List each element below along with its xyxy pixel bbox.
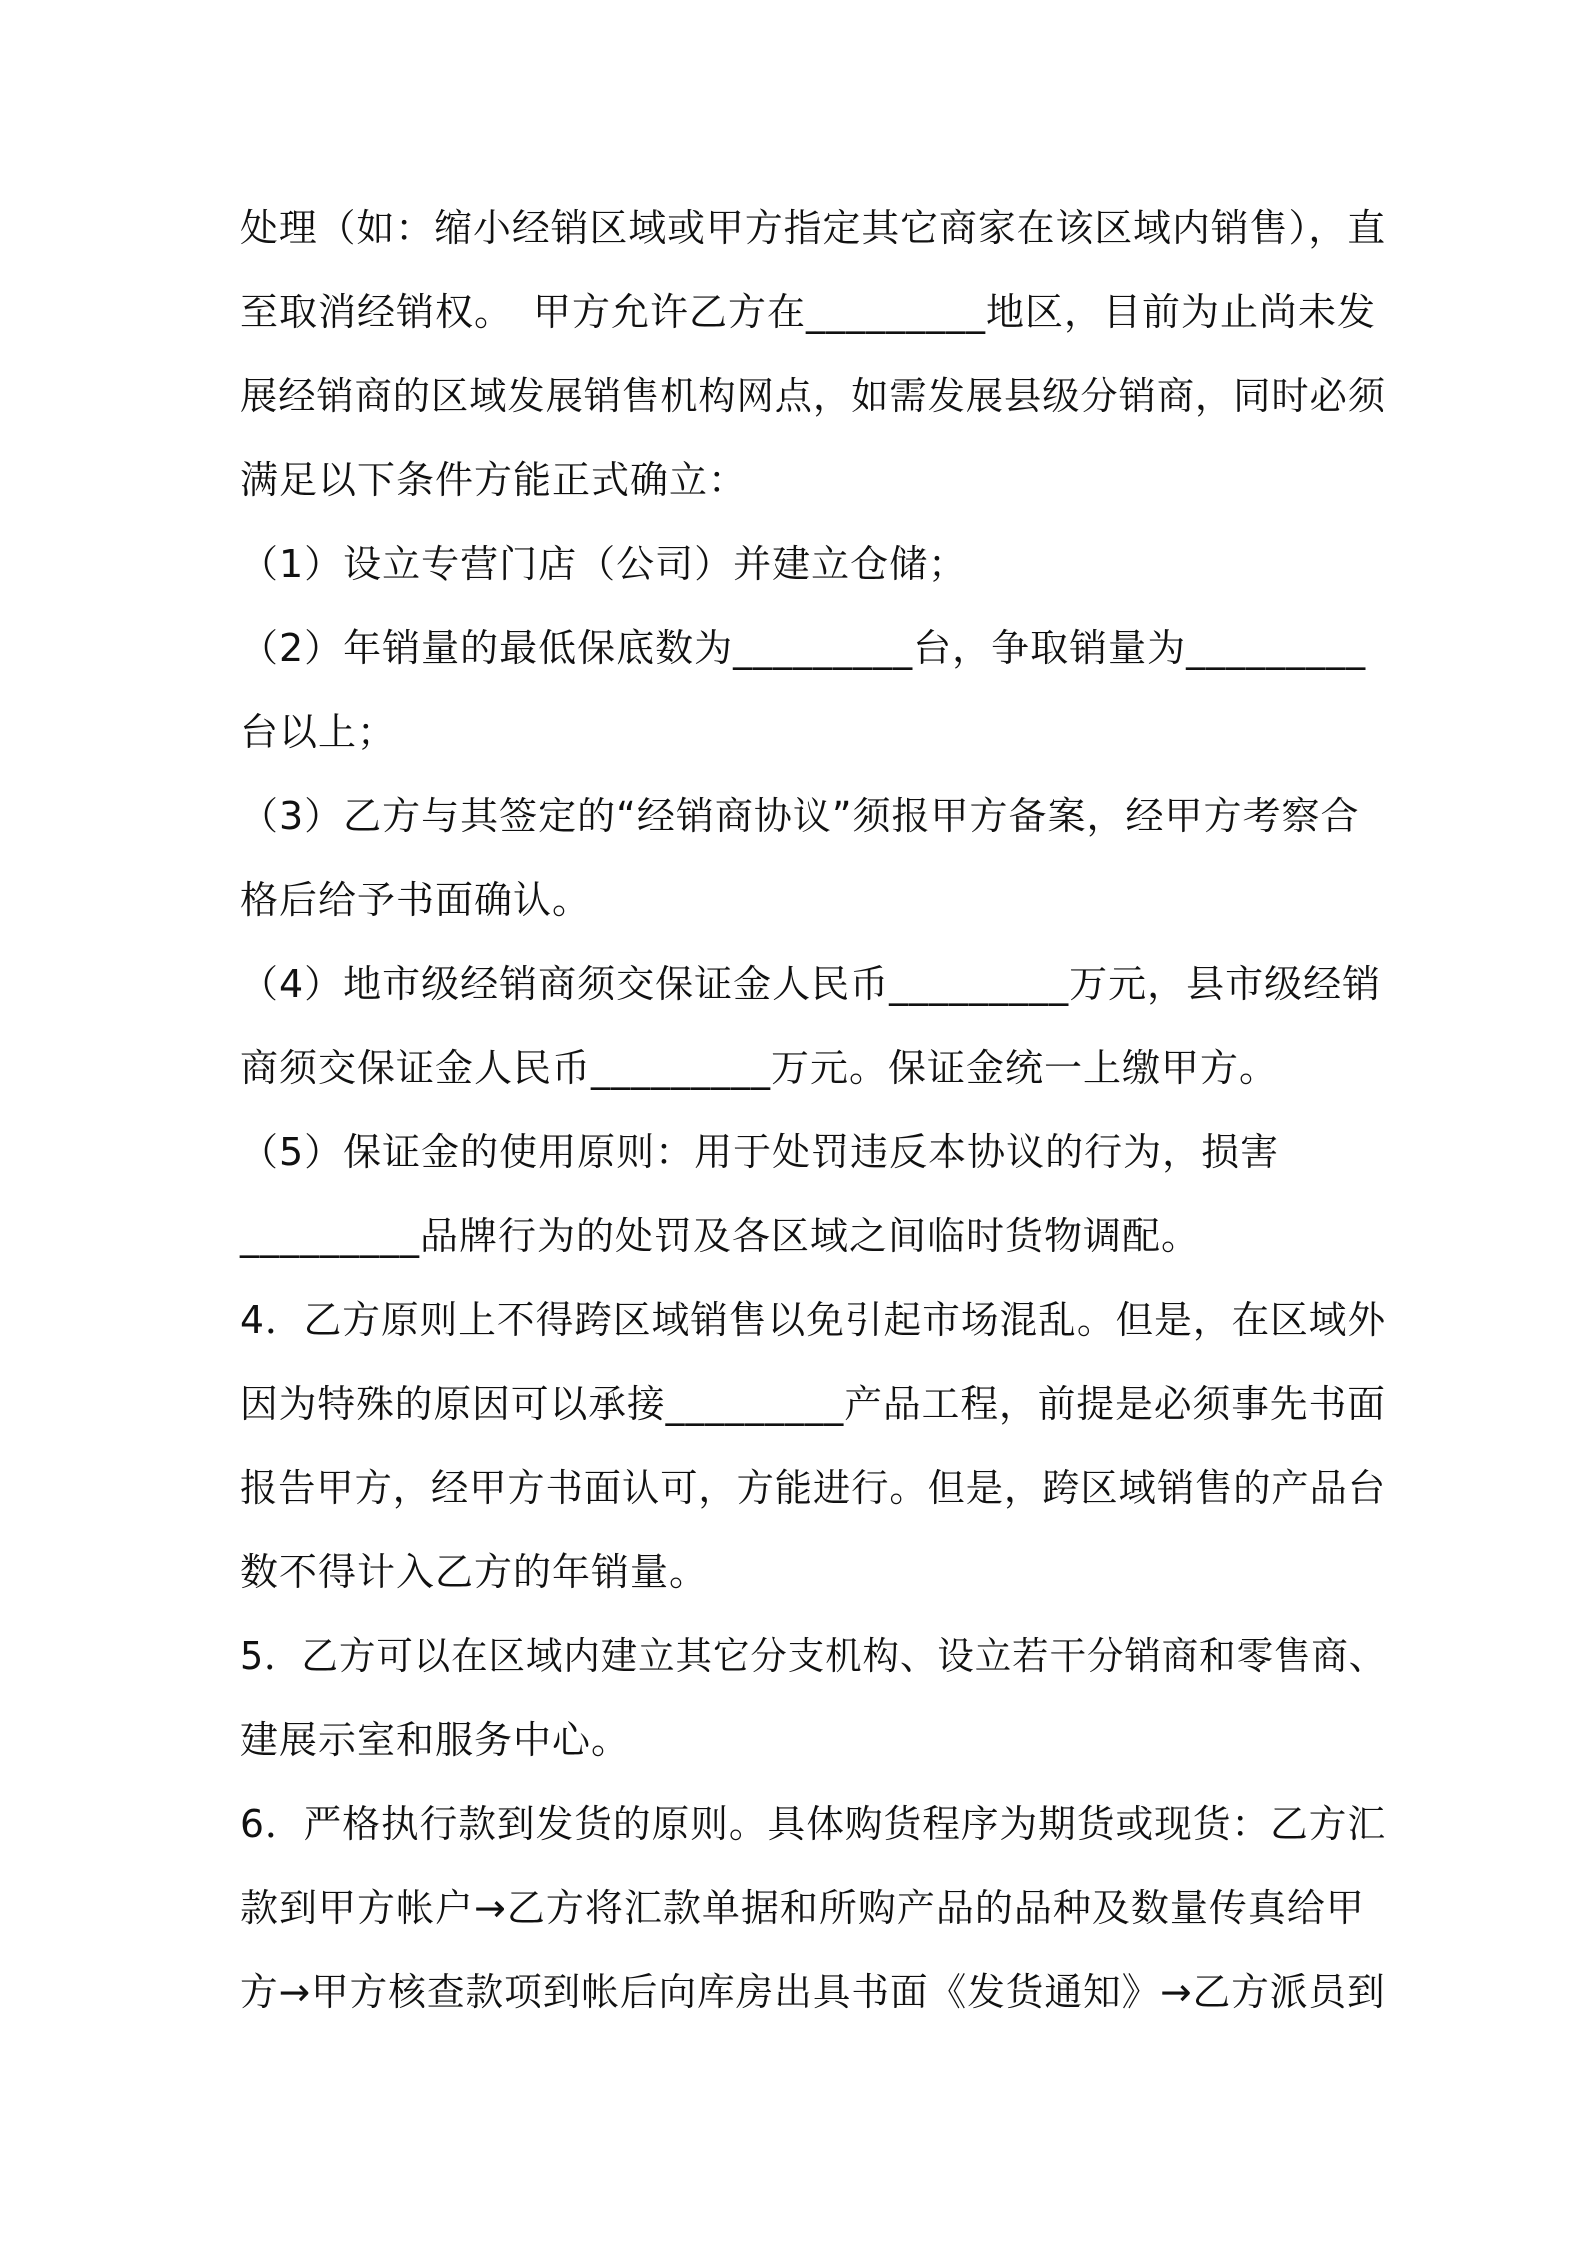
text-line-15: 因为特殊的原因可以承接_________产品工程，前提是必须事先书面: [240, 1382, 1387, 1426]
text-line-11: 商须交保证金人民币_________万元。保证金统一上缴甲方。: [240, 1046, 1279, 1090]
text-line-8: （3）乙方与其签定的“经销商协议”须报甲方备案，经甲方考察合: [240, 794, 1360, 838]
text-line-2: 至取消经销权。 甲方允许乙方在_________地区，目前为止尚未发: [240, 290, 1377, 334]
text-line-6: （2）年销量的最低保底数为_________台，争取销量为_________: [240, 626, 1367, 670]
text-line-21: 款到甲方帐户→乙方将汇款单据和所购产品的品种及数量传真给甲: [240, 1886, 1365, 1930]
text-line-9: 格后给予书面确认。: [240, 878, 592, 922]
text-line-20: 6．严格执行款到发货的原则。具体购货程序为期货或现货：乙方汇: [240, 1802, 1387, 1846]
text-line-1: 处理（如：缩小经销区域或甲方指定其它商家在该区域内销售），直: [240, 206, 1387, 250]
text-line-5: （1）设立专营门店（公司）并建立仓储；: [240, 542, 968, 586]
text-line-10: （4）地市级经销商须交保证金人民币_________万元，县市级经销: [240, 962, 1382, 1006]
text-line-4: 满足以下条件方能正式确立：: [240, 458, 748, 502]
text-line-12: （5）保证金的使用原则：用于处罚违反本协议的行为，损害: [240, 1130, 1280, 1174]
text-line-13: _________品牌行为的处罚及各区域之间临时货物调配。: [240, 1214, 1201, 1258]
text-line-3: 展经销商的区域发展销售机构网点，如需发展县级分销商，同时必须: [240, 374, 1387, 418]
text-line-18: 5．乙方可以在区域内建立其它分支机构、设立若干分销商和零售商、: [240, 1634, 1387, 1678]
text-line-7: 台以上；: [240, 710, 397, 754]
text-line-17: 数不得计入乙方的年销量。: [240, 1550, 709, 1594]
text-line-22: 方→甲方核查款项到帐后向库房出具书面《发货通知》→乙方派员到: [240, 1970, 1386, 2014]
text-line-19: 建展示室和服务中心。: [240, 1718, 631, 1762]
text-line-16: 报告甲方，经甲方书面认可，方能进行。但是，跨区域销售的产品台: [240, 1466, 1387, 1510]
text-line-14: 4．乙方原则上不得跨区域销售以免引起市场混乱。但是，在区域外: [240, 1298, 1387, 1342]
